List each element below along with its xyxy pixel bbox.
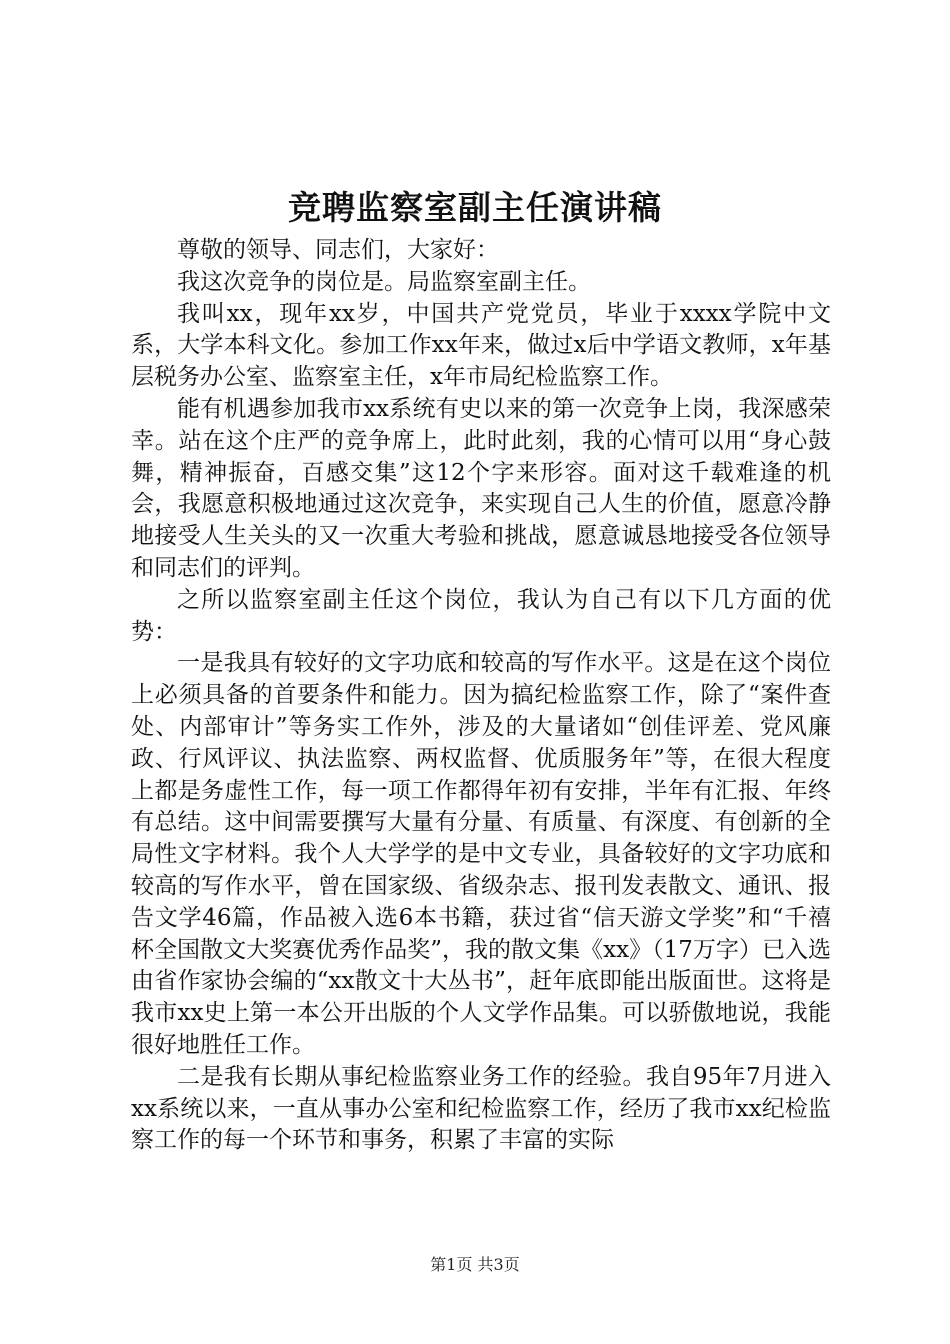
document-body — [131, 235, 831, 1157]
paragraph-feelings: 能有机遇参加我市xx系统有史以来的第一次竞争上岗，我深感荣幸。站在这个庄严的竞争席上，此时此刻，我的心情可以用“身心鼓舞，精神振奋，百感交集”这12个字来形容。面对这千载难逢的机会，我愿意积极地通过这次竞争，来实现自己人生的价值，愿意冷静地接受人生关头的又一次重大考验和挑战，愿意诚恳地接受各位领导和同志们的评判。 — [131, 395, 831, 581]
paragraph-greeting: 尊敬的领导、同志们，大家好： — [177, 237, 499, 263]
page-number-footer: 第1页 共3页 — [430, 1255, 520, 1274]
paragraph-advantage-two: 二是我有长期从事纪检监察业务工作的经验。我自95年7月进入xx系统以来，一直从事办公室和纪检监察工作，经历了我市xx纪检监察工作的每一个环节和事务，积累了丰富的实际 — [131, 1063, 831, 1154]
paragraph-advantage-one: 一是我具有较好的文字功底和较高的写作水平。这是在这个岗位上必须具备的首要条件和能力。因为搞纪检监察工作，除了“案件查处、内部审计”等务实工作外，涉及的大量诸如“创佳评差、党风廉政、行风评议、执法监察、两权监督、优质服务年”等，在很大程度上都是务虚性工作，每一项工作都得年初有安排，半年有汇报、年终有总结。这中间需要撰写大量有分量、有质量、有深度、有创新的全局性文字材料。我个人大学学的是中文专业，具备较好的文字功底和较高的写作水平，曾在国家级、省级杂志、报刊发表散文、通讯、报告文学46篇，作品被入选6本书籍，获过省“信天游文学奖”和“千禧杯全国散文大奖赛优秀作品奖”，我的散文集《xx》（17万字）已入选由省作家协会编的“xx散文十大丛书”，赶年底即能出版面世。这将是我市xx史上第一本公开出版的个人文学作品集。可以骄傲地说，我能很好地胜任工作。 — [131, 650, 831, 1058]
paragraph-advantages-intro: 之所以监察室副主任这个岗位，我认为自己有以下几方面的优势： — [131, 586, 831, 645]
paragraph-position: 我这次竞争的岗位是。局监察室副主任。 — [177, 268, 591, 295]
paragraph-self-introduction: 我叫xx，现年xx岁，中国共产党党员，毕业于xxxx学院中文系，大学本科文化。参加工作xx年来，做过x后中学语文教师，x年基层税务办公室、监察室主任，x年市局纪检监察工作。 — [131, 300, 831, 391]
document-title: 竞聘监察室副主任演讲稿 — [288, 188, 662, 227]
